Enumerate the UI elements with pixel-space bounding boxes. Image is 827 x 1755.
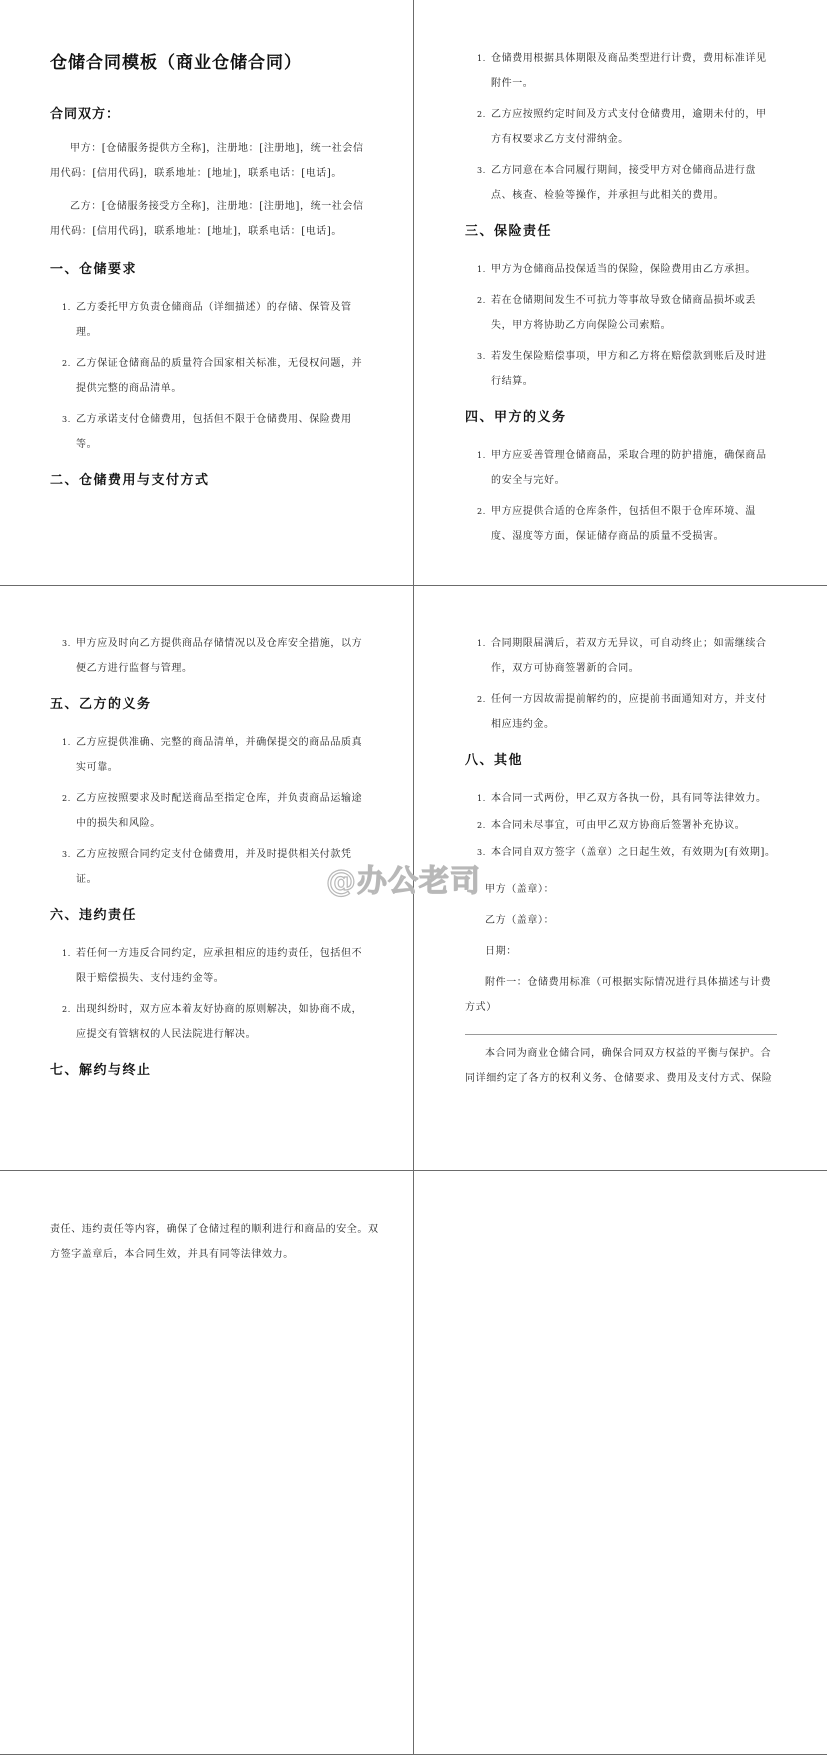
section-1-list [50,295,365,457]
section-4-list-continued [50,631,365,681]
list-item: 2. 乙方保证仓储商品的质量符合国家相关标准，无侵权问题，并提供完整的商品清单。 [62,358,363,394]
page-5 [50,1217,380,1275]
list-item: 1. 若任何一方违反合同约定，应承担相应的违约责任，包括但不限于赔偿损失、支付违约金等。 [62,948,363,984]
party-b-paragraph: 乙方：[仓储服务接受方全称]，注册地：[注册地]，统一社会信用代码：[信用代码]，联系地址：[地址]，联系电话：[电话]。 [50,201,364,237]
section-heading: 四、甲方的义务 [465,410,567,425]
list-item: 3. 乙方承诺支付仓储费用，包括但不限于仓储费用、保险费用等。 [62,414,352,450]
section-6-list [50,941,365,1047]
page-divider-horizontal [0,585,827,586]
summary-paragraph-continued: 责任、违约责任等内容，确保了仓储过程的顺利进行和商品的安全。双方签字盖章后，本合同生效，并具有同等法律效力。 [50,1224,379,1260]
page-4 [465,631,777,1099]
section-heading: 七、解约与终止 [50,1063,152,1078]
list-item: 1. 乙方委托甲方负责仓储商品（详细描述）的存储、保管及管理。 [62,302,352,338]
party-a-signature: 甲方（盖章）： [485,884,555,895]
list-item: 2. 出现纠纷时，双方应本着友好协商的原则解决，如协商不成，应提交有管辖权的人民法院进行解决。 [62,1004,363,1040]
section-heading: 五、乙方的义务 [50,697,152,712]
list-item: 3. 乙方应按照合同约定支付仓储费用，并及时提供相关付款凭证。 [62,849,352,885]
list-item: 3. 乙方同意在本合同履行期间，接受甲方对仓储商品进行盘点、核查、检验等操作，并承担与此相关的费用。 [477,165,756,201]
summary-paragraph: 本合同为商业仓储合同，确保合同双方权益的平衡与保护。合同详细约定了各方的权利义务、仓储要求、费用及支付方式、保险 [465,1048,773,1084]
sign-date: 日期： [485,946,517,957]
list-item: 1. 合同期限届满后，若双方无异议，可自动终止；如需继续合作，双方可协商签署新的合同。 [477,638,767,674]
section-heading: 六、违约责任 [50,908,138,923]
list-item: 1. 本合同一式两份，甲乙双方各执一份，具有同等法律效力。 [477,793,767,804]
list-item: 2. 若在仓储期间发生不可抗力等事故导致仓储商品损坏或丢失，甲方将协助乙方向保险公司索赔。 [477,295,756,331]
list-item: 1. 乙方应提供准确、完整的商品清单，并确保提交的商品品质真实可靠。 [62,737,363,773]
list-item: 2. 乙方应按照要求及时配送商品至指定仓库，并负责商品运输途中的损失和风险。 [62,793,363,829]
section-7-list [465,631,777,737]
party-a-paragraph: 甲方：[仓储服务提供方全称]，注册地：[注册地]，统一社会信用代码：[信用代码]，联系地址：[地址]，联系电话：[电话]。 [50,143,364,179]
list-item: 2. 任何一方因故需提前解约的，应提前书面通知对方，并支付相应违约金。 [477,694,767,730]
list-item: 2. 本合同未尽事宜，可由甲乙双方协商后签署补充协议。 [477,820,746,831]
list-item: 1. 甲方应妥善管理仓储商品，采取合理的防护措施，确保商品的安全与完好。 [477,450,767,486]
document-title: 仓储合同模板（商业仓储合同） [50,53,302,73]
section-4-list [465,443,777,549]
summary-divider [465,1034,777,1035]
section-5-list [50,730,365,892]
list-item: 3. 若发生保险赔偿事项，甲方和乙方将在赔偿款到账后及时进行结算。 [477,351,767,387]
list-item: 3. 本合同自双方签字（盖章）之日起生效，有效期为[有效期]。 [477,847,776,858]
section-heading: 三、保险责任 [465,224,553,239]
list-item: 2. 乙方应按照约定时间及方式支付仓储费用，逾期未付的，甲方有权要求乙方支付滞纳金。 [477,109,767,145]
page-divider-horizontal [0,1170,827,1171]
watermark: @办公老司 [326,864,481,899]
section-heading: 八、其他 [465,753,524,768]
section-heading: 一、仓储要求 [50,262,138,277]
page-2 [465,46,777,561]
list-item: 2. 甲方应提供合适的仓库条件，包括但不限于仓库环境、温度、湿度等方面，保证储存商品的质量不受损害。 [477,506,756,542]
attachment-note: 附件一：仓储费用标准（可根据实际情况进行具体描述与计费方式） [465,977,772,1013]
page-1 [50,48,365,506]
section-8-list [465,786,777,865]
page-3 [50,631,365,1096]
list-item: 3. 甲方应及时向乙方提供商品存储情况以及仓库安全措施，以方便乙方进行监督与管理。 [62,638,363,674]
section-heading: 二、仓储费用与支付方式 [50,473,210,488]
parties-heading: 合同双方： [50,107,121,122]
section-3-list [465,257,777,394]
list-item: 1. 甲方为仓储商品投保适当的保险，保险费用由乙方承担。 [477,264,756,275]
list-item: 1. 仓储费用根据具体期限及商品类型进行计费，费用标准详见附件一。 [477,53,767,89]
party-b-signature: 乙方（盖章）： [485,915,555,926]
section-2-list [465,46,777,208]
